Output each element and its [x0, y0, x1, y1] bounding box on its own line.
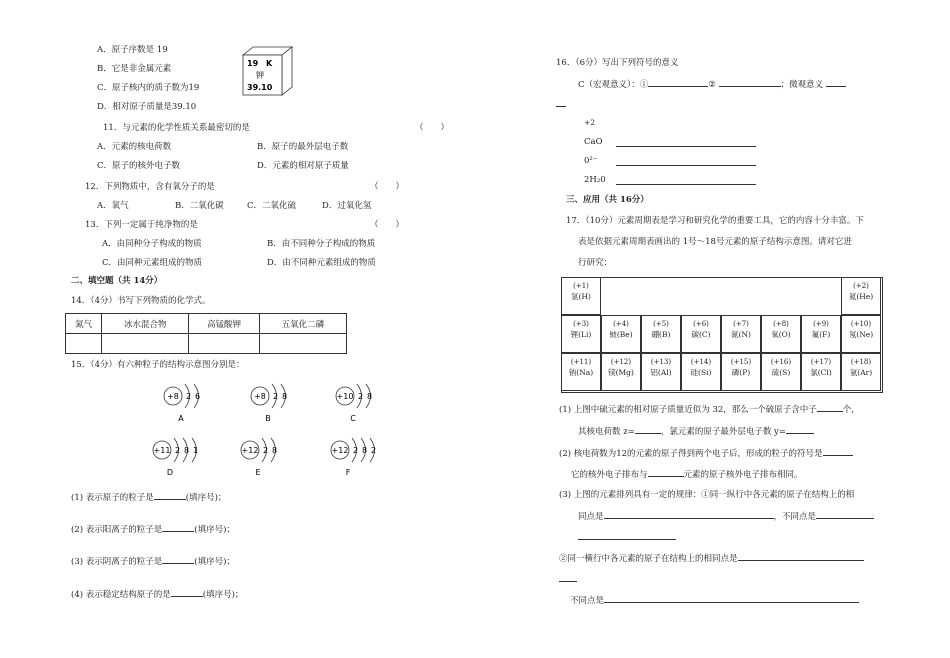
- formula-answer-cell[interactable]: [102, 334, 189, 354]
- element-nucleus: (+9): [813, 320, 829, 328]
- q17-z-blank[interactable]: [635, 424, 661, 434]
- electron-count: 2: [353, 446, 359, 455]
- q17-sub3b-continuation[interactable]: [578, 530, 676, 540]
- nucleus-charge: +12: [331, 446, 349, 455]
- q17-sub1b: [578, 424, 814, 437]
- element-card-potassium: [240, 45, 295, 97]
- electron-count: 1: [193, 446, 199, 455]
- q17-column-diff-blank[interactable]: [816, 509, 874, 519]
- q17-sub3b-mid: ，不同点是: [773, 512, 817, 522]
- element-name: 硅(Si): [690, 368, 712, 377]
- q17-sub3c-text: ②同一横行中各元素的原子在结构上的相同点是: [559, 554, 738, 564]
- q15-sub4-blank[interactable]: [171, 587, 203, 597]
- particle-a: [164, 384, 200, 423]
- q12-option-d: D．过氧化氢: [322, 201, 372, 211]
- electron-count: 2: [358, 392, 364, 401]
- element-name: 氖(Ne): [848, 330, 874, 339]
- particle-e: [241, 438, 277, 477]
- element-name: 氧(O): [771, 330, 791, 339]
- electron-count: 8: [367, 392, 373, 401]
- element-cell: [561, 353, 601, 391]
- q11-stem: 11．与元素的化学性质关系最密切的是: [103, 123, 250, 133]
- q17-sub3b-text: 同点是: [578, 512, 604, 522]
- electron-count: 8: [282, 392, 288, 401]
- particle-label: F: [345, 468, 351, 477]
- nucleus-charge: +12: [241, 446, 259, 455]
- element-cell: [761, 353, 801, 391]
- electron-count: 8: [272, 446, 278, 455]
- element-card-mass: 39.10: [247, 83, 273, 92]
- q11-option-b: B．原子的最外层电子数: [257, 142, 349, 152]
- q15-sub3-suffix: (填序号)；: [194, 557, 235, 567]
- particle-b: [251, 384, 287, 423]
- q16-item-2h2o: 2H₂0: [584, 175, 606, 185]
- q15-sub2: [71, 522, 235, 535]
- section-application-heading: 三、应用（共 16分）: [566, 195, 649, 205]
- q16-stem: 16．（6分）写出下列符号的意义: [556, 58, 679, 68]
- nucleus-charge: +11: [153, 446, 171, 455]
- q16-item-cao: CaO: [584, 137, 603, 147]
- particle-c: [336, 384, 372, 423]
- electron-count: 2: [273, 392, 279, 401]
- element-name: 氦(He): [848, 292, 874, 301]
- q15-sub3-text: (3) 表示阴离子的粒子是: [71, 557, 163, 567]
- q15-sub2-suffix: (填序号)；: [194, 525, 235, 535]
- q17-element-blank[interactable]: [648, 467, 684, 477]
- element-nucleus: (+5): [653, 320, 669, 328]
- q11-option-d: D．元素的相对原子质量: [257, 161, 349, 171]
- q16-2h2o-blank[interactable]: [616, 174, 756, 185]
- q11-option-c: C．原子的核外电子数: [97, 161, 181, 171]
- formula-header-p2o5: 五氧化二磷: [259, 314, 346, 334]
- element-cell: [761, 315, 801, 353]
- formula-answer-cell[interactable]: [259, 334, 346, 354]
- q13-option-d: D．由不同种元素组成的物质: [267, 258, 376, 268]
- q17-row-diff-blank[interactable]: [604, 593, 859, 603]
- formula-table: [65, 313, 347, 354]
- q12-option-b: B．二氧化碳: [175, 201, 224, 211]
- element-card-symbol: K: [266, 59, 273, 68]
- element-cell: [801, 353, 841, 391]
- particle-label: D: [166, 468, 174, 477]
- q14-stem: 14．（4分）书写下列物质的化学式。: [71, 296, 211, 306]
- particle-label: E: [255, 468, 261, 477]
- q13-option-c: C．由同种元素组成的物质: [102, 258, 203, 268]
- q12-paren: （ ）: [370, 182, 405, 192]
- q15-sub4-text: (4) 表示稳定结构原子的是: [71, 590, 171, 600]
- formula-header-ice-water: 冰水混合物: [102, 314, 189, 334]
- q12-option-a: A．氧气: [97, 201, 129, 211]
- element-nucleus: (+4): [613, 320, 629, 328]
- q13-stem: 13．下列一定属于纯净物的是: [85, 220, 198, 230]
- element-card-number: 19: [247, 59, 259, 68]
- q16-plus2: +2: [584, 118, 596, 127]
- q13-option-b: B．由不同种分子构成的物质: [267, 239, 376, 249]
- element-nucleus: (+12): [610, 358, 632, 366]
- section-fill-blanks-heading: 二、填空题（共 14分）: [71, 276, 163, 286]
- electron-count: 6: [195, 392, 201, 401]
- q17-neutron-blank[interactable]: [817, 402, 843, 412]
- electron-count: 2: [186, 392, 192, 401]
- electron-count: 8: [184, 446, 190, 455]
- q10-option-d: D．相对原子质量是39.10: [97, 102, 197, 112]
- element-cell: [641, 315, 681, 353]
- element-cell: [801, 315, 841, 353]
- element-name: 钠(Na): [568, 368, 594, 377]
- element-nucleus: (+11): [570, 358, 592, 366]
- q12-option-c: C．二氧化硫: [247, 201, 297, 211]
- element-name: 硼(B): [651, 330, 671, 339]
- element-cell: [561, 315, 601, 353]
- element-name: 氮(N): [731, 330, 751, 339]
- element-name: 镁(Mg): [608, 368, 634, 377]
- q15-sub4: [71, 587, 243, 600]
- element-name: 铍(Be): [609, 330, 633, 339]
- q17-sub3d-text: 不同点是: [570, 596, 605, 606]
- q17-sub2b: [571, 467, 803, 480]
- formula-header-nitrogen: 氮气: [66, 314, 102, 334]
- element-name: 硫(S): [771, 368, 791, 377]
- q16-o2-blank[interactable]: [616, 155, 756, 166]
- element-nucleus: (+3): [573, 320, 589, 328]
- particle-d: [153, 438, 198, 477]
- q12-stem: 12．下列物质中，含有氧分子的是: [85, 182, 215, 192]
- q16-line1-b: ②: [708, 80, 716, 90]
- q17-line2: 表是依据元素周期表画出的 1号～18号元素的原子结构示意图。请对它进: [578, 237, 852, 247]
- element-nucleus: (+14): [690, 358, 712, 366]
- element-name: 氯(Cl): [810, 368, 832, 377]
- element-nucleus: (+16): [770, 358, 792, 366]
- q16-blank-2[interactable]: [719, 77, 781, 87]
- element-cell: [841, 277, 881, 315]
- element-cell: [721, 315, 761, 353]
- formula-answer-cell[interactable]: [189, 334, 259, 354]
- electron-count: 2: [371, 446, 377, 455]
- element-name: 氩(Ar): [849, 368, 873, 377]
- element-nucleus: (+6): [693, 320, 709, 328]
- element-name: 磷(P): [731, 368, 751, 377]
- q16-continuation-blank[interactable]: [556, 98, 566, 107]
- q17-sub3d: [570, 593, 859, 606]
- q16-line1-a: C（宏观意义）：①: [578, 80, 649, 90]
- element-name: 氟(F): [811, 330, 831, 339]
- q15-sub3: [71, 554, 235, 567]
- element-name: 氢(H): [571, 292, 591, 301]
- q13-option-a: A．由同种分子构成的物质: [102, 239, 202, 249]
- q15-sub3-blank[interactable]: [162, 554, 194, 564]
- q15-sub2-text: (2) 表示阳离子的粒子是: [71, 525, 163, 535]
- q17-sub1b-mid: ，氯元素的原子最外层电子数 y=: [660, 427, 786, 437]
- element-nucleus: (+13): [650, 358, 672, 366]
- particle-label: A: [178, 414, 184, 423]
- q17-sub2b-text: 它的核外电子排布与: [571, 470, 648, 480]
- q17-sub2b-end: 元素的原子核外电子排布相同。: [683, 470, 803, 480]
- element-name: 锂(Li): [570, 330, 592, 339]
- q17-sub3b: [578, 509, 874, 522]
- nucleus-charge: +10: [336, 392, 354, 401]
- element-nucleus: (+2): [853, 282, 869, 290]
- q17-sub1a-end: 个，: [842, 405, 860, 415]
- element-nucleus: (+1): [573, 282, 589, 290]
- q10-option-a: A．原子序数是 19: [97, 45, 168, 55]
- element-name: 铝(Al): [650, 368, 672, 377]
- q16-blank-1[interactable]: [648, 77, 708, 87]
- q13-paren: （ ）: [370, 220, 405, 230]
- element-nucleus: (+8): [773, 320, 789, 328]
- q17-sub1a: [559, 402, 860, 415]
- particle-label: B: [265, 414, 271, 423]
- element-cell: [561, 277, 601, 315]
- q11-option-a: A．元素的核电荷数: [97, 142, 172, 152]
- q17-sub3c-continuation[interactable]: [559, 572, 577, 582]
- particle-f: [331, 438, 376, 477]
- q17-line3: 行研究：: [578, 258, 613, 268]
- q11-paren: （ ）: [415, 123, 450, 133]
- element-nucleus: (+17): [810, 358, 832, 366]
- element-card-name: 钾: [256, 71, 264, 80]
- element-cell: [841, 315, 881, 353]
- q15-sub2-blank[interactable]: [162, 522, 194, 532]
- q17-sub2a-text: (2) 核电荷数为12的元素的原子得到两个电子后，形成的粒子的符号是: [559, 449, 823, 459]
- element-cell: [601, 315, 641, 353]
- q17-symbol-blank[interactable]: [823, 446, 853, 456]
- electron-count: 2: [175, 446, 181, 455]
- nucleus-charge: +8: [254, 392, 266, 401]
- electron-count: 2: [263, 446, 269, 455]
- q16-line1-c: ；微观意义: [780, 80, 824, 90]
- formula-header-kmno4: 高锰酸钾: [189, 314, 259, 334]
- nucleus-charge: +8: [167, 392, 179, 401]
- q16-item-o2: 0²⁻: [584, 156, 598, 166]
- q17-sub1a-text: (1) 上图中硫元素的相对原子质量近似为 32，那么一个硫原子含中子: [559, 405, 817, 415]
- q16-cao-blank[interactable]: [616, 136, 756, 147]
- element-cell: [841, 353, 881, 391]
- element-cell: [681, 353, 721, 391]
- q17-sub2a: [559, 446, 853, 459]
- element-cell: [601, 353, 641, 391]
- element-cell: [641, 353, 681, 391]
- q16-blank-3[interactable]: [826, 77, 846, 87]
- q17-line1: 17．（10分）元素周期表是学习和研究化学的重要工具，它的内容十分丰富。下: [566, 216, 864, 226]
- q17-sub3c: [559, 551, 864, 564]
- element-cell: [721, 353, 761, 391]
- particle-label: C: [350, 414, 356, 423]
- q17-column-same-blank[interactable]: [604, 509, 774, 519]
- q10-option-c: C．原子核内的质子数为19: [97, 83, 200, 93]
- q10-option-b: B．它是非金属元素: [97, 64, 172, 74]
- element-nucleus: (+7): [733, 320, 749, 328]
- q15-sub4-suffix: (填序号)；: [202, 590, 244, 600]
- element-nucleus: (+15): [730, 358, 752, 366]
- q15-sub1-blank[interactable]: [154, 490, 186, 500]
- q17-row-same-blank[interactable]: [738, 551, 864, 561]
- element-nucleus: (+18): [850, 358, 872, 366]
- element-cell: [681, 315, 721, 353]
- q17-y-blank[interactable]: [786, 424, 814, 434]
- electron-count: 8: [362, 446, 368, 455]
- particle-diagrams: [140, 378, 390, 486]
- q17-sub1b-text: 其核电荷数 z=: [578, 427, 635, 437]
- q15-sub1-text: (1) 表示原子的粒子是: [71, 493, 154, 503]
- element-name: 碳(C): [691, 330, 711, 339]
- q16-line1: [578, 77, 846, 90]
- q15-sub1-suffix: (填序号)；: [185, 493, 227, 503]
- element-nucleus: (+10): [850, 320, 872, 328]
- q17-sub3a: (3) 上图的元素排列具有一定的规律：①同一纵行中各元素的原子在结构上的相: [559, 490, 855, 500]
- q15-stem: 15．（4分）有六种粒子的结构示意图分别是：: [71, 360, 245, 370]
- formula-answer-cell[interactable]: [66, 334, 102, 354]
- q15-sub1: [71, 490, 226, 503]
